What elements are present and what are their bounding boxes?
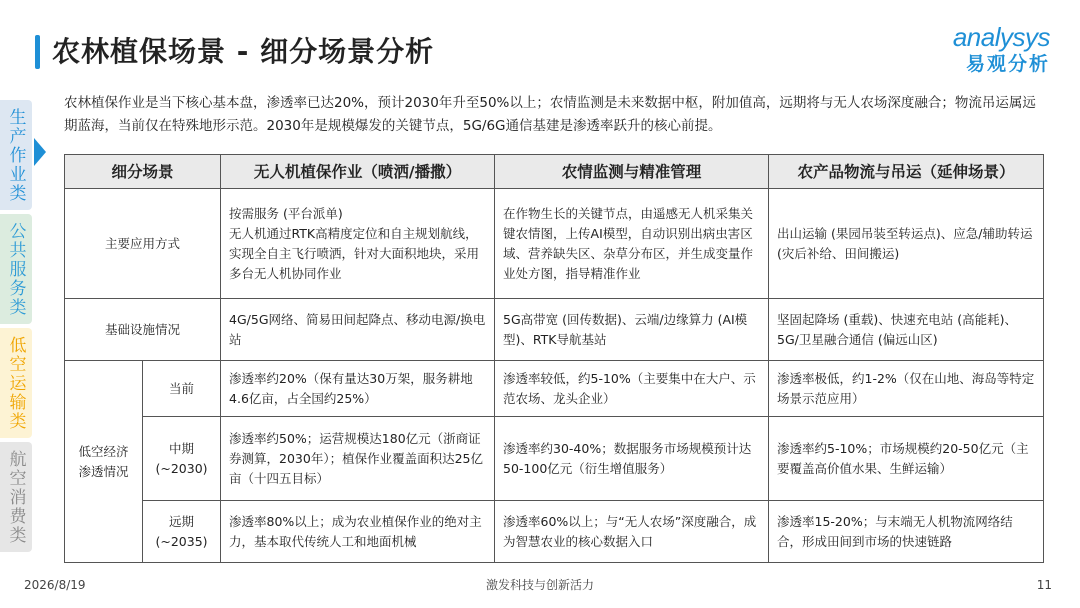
table-cell: 渗透率极低，约1-2%（仅在山地、海岛等特定场景示范应用）: [769, 361, 1044, 417]
table-header: 农产品物流与吊运（延伸场景）: [769, 155, 1044, 189]
active-tab-arrow-icon: [34, 138, 46, 166]
table-header: 无人机植保作业（喷洒/播撒）: [221, 155, 495, 189]
tab-public-service[interactable]: 公共服务类: [0, 214, 32, 324]
table-cell: 渗透率80%以上；成为农业植保作业的绝对主力，基本取代传统人工和地面机械: [221, 501, 495, 563]
table-header-row: [65, 155, 1044, 189]
footer-slogan: 激发科技与创新活力: [485, 578, 594, 592]
cell-text: 无人机通过RTK高精度定位和自主规划航线，实现全自主飞行喷洒，针对大面积地块，采用多台无人机协同作业: [229, 225, 480, 281]
table-cell: 渗透率约5-10%；市场规模约20-50亿元（主要覆盖高价值水果、生鲜运输）: [769, 417, 1044, 501]
logo-chinese: 易观分析: [965, 53, 1050, 75]
intro-paragraph: 农林植保作业是当下核心基本盘，渗透率已达20%，预计2030年升至50%以上；农情监测是未来数据中枢，附加值高，远期将与无人农场深度融合；物流吊运属远期蓝海，当前仅在特殊地形示范。2030年是规模爆发的关键节点，5G/6G通信基建是渗透率跃升的核心前提。: [64, 95, 1036, 134]
cell-text: 按需服务 (平台派单): [229, 205, 343, 221]
tab-low-altitude-transport[interactable]: 低空运输类: [0, 328, 32, 438]
table-cell: 5G高带宽 (回传数据)、云端/边缘算力 (AI模型)、RTK导航基站: [495, 299, 769, 361]
stage-label: [143, 417, 221, 501]
stage-label: [143, 361, 221, 417]
table-cell: 4G/5G网络、简易田间起降点、移动电源/换电站: [221, 299, 495, 361]
stage-name: 中期: [169, 440, 195, 456]
tab-aviation-consumption[interactable]: 航空消费类: [0, 442, 32, 552]
table-header: 细分场景: [65, 155, 221, 189]
stage-label: [143, 501, 221, 563]
table-cell: 渗透率较低，约5-10%（主要集中在大户、示范农场、龙头企业）: [495, 361, 769, 417]
table-cell: 渗透率15-20%；与末端无人机物流网络结合，形成田间到市场的快速链路: [769, 501, 1044, 563]
table-cell: [221, 189, 495, 299]
table-cell: 出山运输 (果园吊装至转运点)、应急/辅助转运 (灾后补给、田间搬运): [769, 189, 1044, 299]
table-row: [65, 361, 1044, 417]
page-number: 11: [1036, 578, 1052, 592]
stage-period: (~2035): [155, 533, 208, 549]
table-cell: 渗透率约20%（保有量达30万架，服务耕地4.6亿亩，占全国约25%）: [221, 361, 495, 417]
table-cell: 渗透率60%以上；与“无人农场”深度融合，成为智慧农业的核心数据入口: [495, 501, 769, 563]
table-cell: 在作物生长的关键节点，由遥感无人机采集关键农情图，上传AI模型，自动识别出病虫害区域、营养缺失区、杂草分布区，并生成变量作业处方图，指导精准作业: [495, 189, 769, 299]
table-cell: 渗透率约30-40%；数据服务市场规模预计达50-100亿元（衍生增值服务）: [495, 417, 769, 501]
logo-english: analysys: [952, 22, 1050, 52]
row-label: 主要应用方式: [65, 189, 221, 299]
analysys-logo: [953, 22, 1050, 76]
tab-production[interactable]: 生产作业类: [0, 100, 32, 210]
table-row: [65, 189, 1044, 299]
stage-name: 当前: [169, 380, 195, 396]
table-row: [65, 417, 1044, 501]
footer-date: 2026/8/19: [24, 578, 86, 592]
table-header: 农情监测与精准管理: [495, 155, 769, 189]
table-cell: 坚固起降场 (重载)、快速充电站 (高能耗)、5G/卫星融合通信 (偏远山区): [769, 299, 1044, 361]
stage-name: 远期: [169, 513, 195, 529]
table-cell: 渗透率约50%；运营规模达180亿元（浙商证券测算，2030年）；植保作业覆盖面积达25亿亩（十四五目标）: [221, 417, 495, 501]
scenario-table: [64, 154, 1044, 563]
page-title: 农林植保场景 - 细分场景分析: [52, 35, 435, 68]
row-label: 低空经济渗透情况: [65, 361, 143, 563]
table-row: [65, 501, 1044, 563]
title-accent-bar: [35, 35, 40, 69]
category-sidebar: [0, 100, 32, 556]
row-label: 基础设施情况: [65, 299, 221, 361]
table-row: [65, 299, 1044, 361]
stage-period: (~2030): [155, 460, 208, 476]
